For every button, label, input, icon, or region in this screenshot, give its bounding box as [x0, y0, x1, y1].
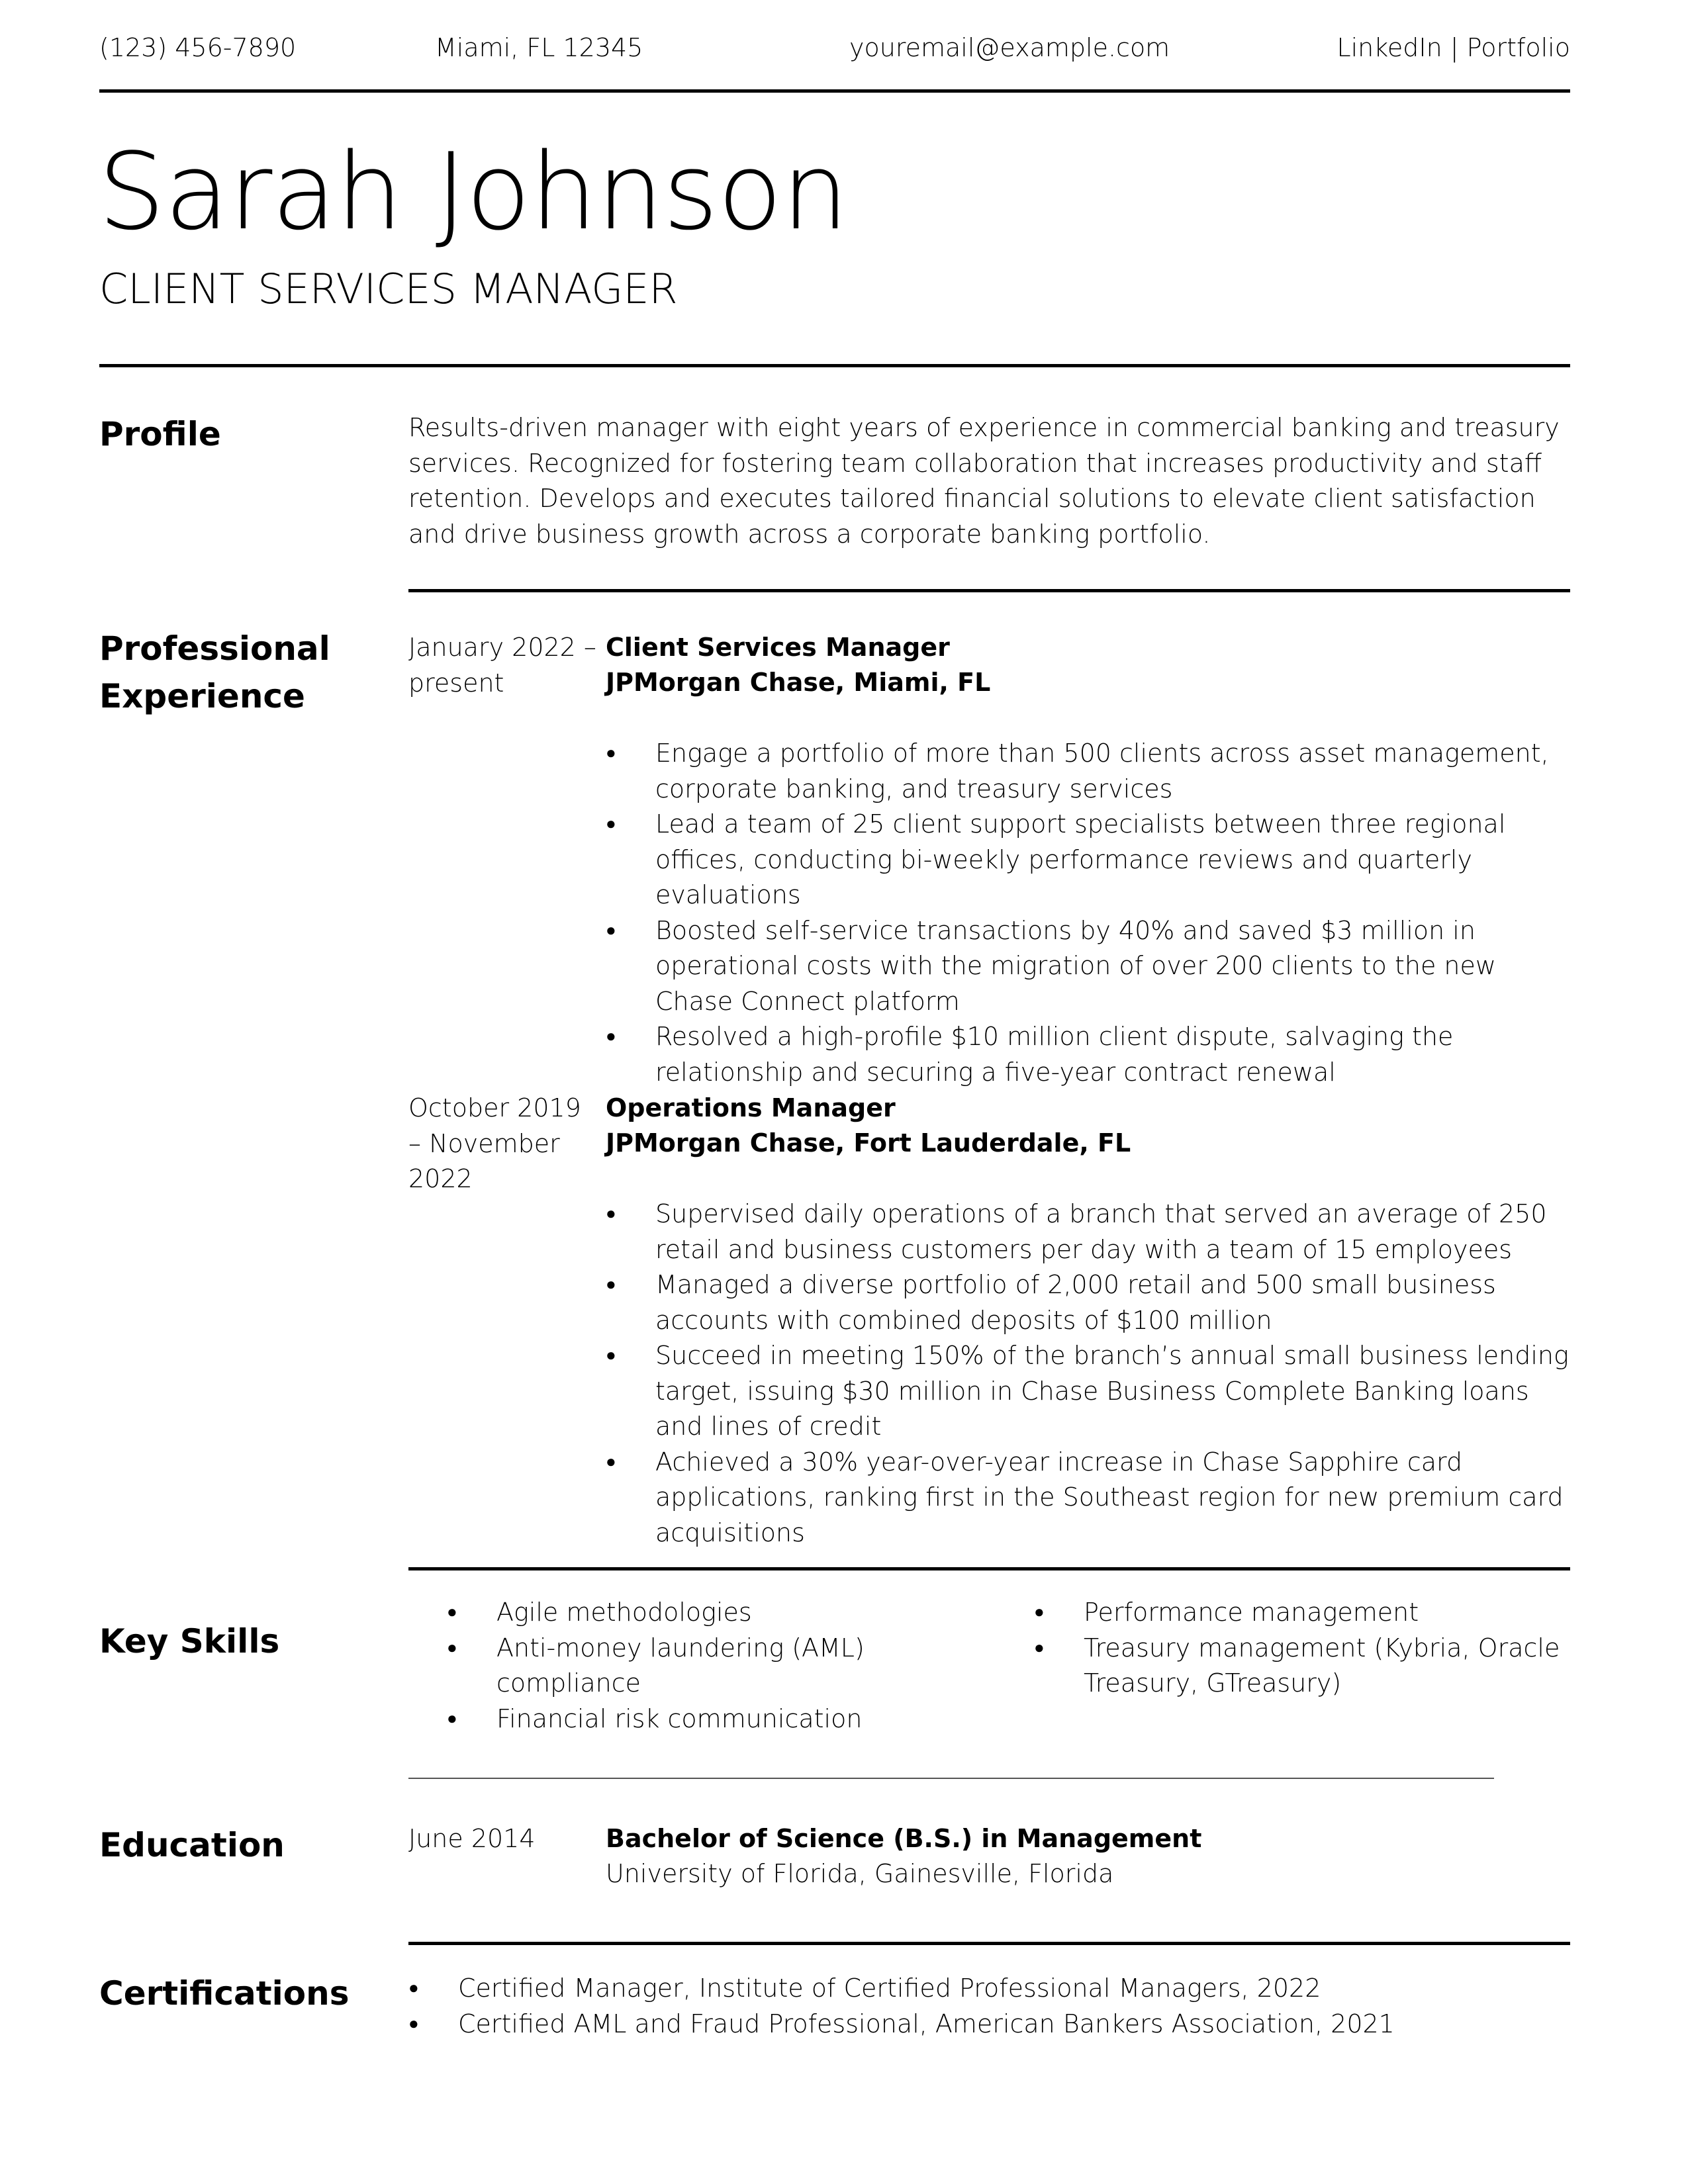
list-item: ● Treasury management (Kybria, Oracle Treasury, GTreasury): [1034, 1631, 1564, 1702]
profile-heading: Profile: [99, 415, 221, 453]
list-item: ● Engage a portfolio of more than 500 clients across asset management, corporate banking, and treasury services: [606, 736, 1572, 807]
education-divider: [408, 1942, 1570, 1945]
job-1-title: Client Services Manager: [606, 633, 950, 662]
education-degree: Bachelor of Science (B.S.) in Management: [606, 1824, 1202, 1853]
contact-links[interactable]: LinkedIn | Portfolio: [1336, 33, 1570, 62]
list-item: ● Managed a diverse portfolio of 2,000 retail and 500 small business accounts with combined deposits of $100 million: [606, 1267, 1572, 1338]
education-date: June 2014: [408, 1824, 536, 1853]
experience-heading: Professional Experience: [99, 629, 330, 715]
certifications-heading: Certifications: [99, 1974, 350, 2013]
list-item: ● Certified Manager, Institute of Certified Professional Managers, 2022: [408, 1971, 1573, 2007]
skills-heading: Key Skills: [99, 1622, 280, 1661]
skills-right-list: [1034, 1595, 1564, 1702]
job-2-company: JPMorgan Chase, Fort Lauderdale, FL: [606, 1128, 1131, 1158]
title-divider: [99, 364, 1570, 367]
list-item: ● Achieved a 30% year-over-year increase in Chase Sapphire card applications, ranking first in the Southeast region for new premium card acquisitions: [606, 1445, 1572, 1551]
list-item: ● Resolved a high-profile $10 million client dispute, salvaging the relationship and securing a five-year contract renewal: [606, 1019, 1572, 1090]
contact-location: Miami, FL 12345: [435, 33, 643, 62]
profile-text: Results-driven manager with eight years of experience in commercial banking and treasury services. Recognized for fostering team collaboration that increases productivity and staff retention. Develops and executes tailored financial solutions to elevate client satisfaction and drive business growth across a corporate banking portfolio.: [408, 413, 1560, 549]
contact-phone: (123) 456-7890: [99, 33, 297, 62]
skills-left-list: [447, 1595, 910, 1737]
certifications-list: [408, 1971, 1573, 2042]
list-item: ● Lead a team of 25 client support specialists between three regional offices, conducting bi-weekly performance reviews and quarterly evaluations: [606, 807, 1572, 913]
experience-divider: [408, 1567, 1570, 1570]
list-item: ● Succeed in meeting 150% of the branch’s annual small business lending target, issuing $30 million in Chase Business Complete Banking loans and lines of credit: [606, 1338, 1572, 1445]
job-1-company: JPMorgan Chase, Miami, FL: [606, 668, 991, 697]
contact-email[interactable]: youremail@example.com: [849, 33, 1170, 62]
candidate-name: Sarah Johnson: [98, 130, 849, 253]
education-heading: Education: [99, 1826, 285, 1864]
job-2-bullets: [606, 1197, 1572, 1551]
list-item: ● Performance management: [1034, 1595, 1564, 1631]
list-item: ● Anti-money laundering (AML) compliance: [447, 1631, 910, 1702]
education-school: University of Florida, Gainesville, Florida: [606, 1859, 1114, 1888]
candidate-title: CLIENT SERVICES MANAGER: [99, 265, 678, 313]
profile-divider: [408, 589, 1570, 592]
list-item: ● Certified AML and Fraud Professional, American Bankers Association, 2021: [408, 2007, 1573, 2042]
job-2-dates: October 2019 – November 2022: [408, 1093, 581, 1193]
list-item: ● Financial risk communication: [447, 1702, 910, 1737]
skills-divider: [408, 1778, 1494, 1779]
header-divider: [99, 89, 1570, 93]
job-1-dates: January 2022 – present: [408, 633, 596, 698]
list-item: ● Boosted self-service transactions by 40% and saved $3 million in operational costs with the migration of over 200 clients to the new Chase Connect platform: [606, 913, 1572, 1020]
list-item: ● Supervised daily operations of a branch that served an average of 250 retail and business customers per day with a team of 15 employees: [606, 1197, 1572, 1267]
job-1-bullets: [606, 736, 1572, 1090]
list-item: ● Agile methodologies: [447, 1595, 910, 1631]
job-2-title: Operations Manager: [606, 1093, 896, 1122]
